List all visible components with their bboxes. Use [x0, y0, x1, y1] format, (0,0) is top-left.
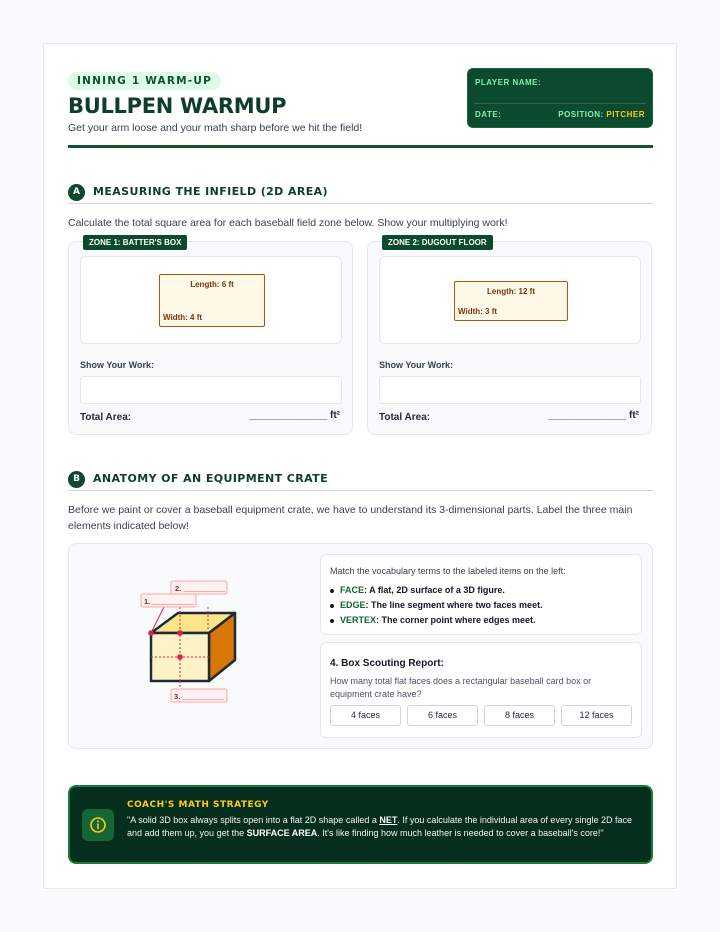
vocab-term: VERTEX [340, 615, 377, 625]
page-title: BULLPEN WARMUP [68, 94, 287, 118]
zone-1-rectangle [159, 274, 265, 327]
vocab-def: : The corner point where edges meet. [376, 615, 536, 625]
vocab-item-edge [330, 598, 543, 613]
zone-1-length: Length: 6 ft [190, 280, 234, 289]
zone-2-card [367, 238, 652, 435]
info-icon-tile [82, 809, 114, 841]
vocab-def: : A flat, 2D surface of a 3D figure. [364, 585, 505, 595]
zone-2-total-label: Total Area: [379, 412, 431, 423]
player-name-label: PLAYER NAME: [475, 78, 542, 87]
section-b-title: ANATOMY OF AN EQUIPMENT CRATE [93, 472, 328, 485]
section-b-intro: Before we paint or cover a baseball equipment crate, we have to understand its 3-dimensional parts. Label the three main elements indicated below! [68, 504, 633, 532]
question-text: How many total flat faces does a rectangular baseball card box or equipment crate have? [330, 676, 592, 699]
label-1-text: 1. __________ [144, 597, 195, 606]
vocab-hint: Match the vocabulary terms to the labeled items on the left: [330, 566, 566, 576]
zone-1-card [68, 238, 353, 435]
net-term: NET [379, 815, 398, 825]
zone-2-work-label: Show Your Work: [379, 360, 454, 370]
option-12-faces[interactable]: 12 faces [561, 705, 632, 726]
vocab-term: FACE [340, 585, 365, 595]
vocab-list [330, 583, 543, 628]
position-field [558, 110, 645, 119]
worksheet-page [43, 43, 677, 889]
vocab-def: : The line segment where two faces meet. [365, 600, 543, 610]
option-8-faces[interactable]: 8 faces [484, 705, 555, 726]
scouting-report-card [320, 642, 642, 738]
surface-area-term: SURFACE AREA [246, 828, 318, 838]
vocab-item-vertex [330, 613, 543, 628]
zone-1-diagram [80, 256, 342, 344]
zone-2-work-input[interactable] [379, 376, 641, 404]
info-divider [474, 103, 646, 104]
section-a-title: MEASURING THE INFIELD (2D AREA) [93, 185, 328, 198]
bullet-icon [330, 589, 334, 593]
inning-pill: INNING 1 WARM-UP [68, 72, 221, 90]
question-title: 4. Box Scouting Report: [330, 658, 444, 669]
crate-panel [68, 543, 653, 749]
section-a-badge: A [68, 184, 85, 201]
page-subtitle: Get your arm loose and your math sharp before we hit the field! [68, 122, 363, 134]
zone-1-total-label: Total Area: [80, 412, 132, 423]
section-b-badge: B [68, 471, 85, 488]
position-value: PITCHER [606, 110, 645, 119]
info-icon [82, 809, 114, 841]
vocab-term: EDGE [340, 600, 366, 610]
zone-2-width: Width: 3 ft [458, 307, 498, 316]
zone-1-width: Width: 4 ft [163, 313, 203, 322]
zone-1-work-input[interactable] [80, 376, 342, 404]
section-b-header [68, 471, 653, 491]
zone-1-total-blank[interactable]: ______________ ft² [249, 410, 340, 421]
zone-2-tag: ZONE 2: DUGOUT FLOOR [382, 235, 493, 250]
zone-1-work-label: Show Your Work: [80, 360, 155, 370]
label-2-text: 2. __________ [175, 584, 226, 593]
edge-marker [177, 630, 183, 636]
coach-strategy-box [68, 785, 653, 864]
vertex-marker [148, 630, 154, 636]
coach-title: COACH'S MATH STRATEGY [127, 800, 269, 810]
player-info-box [467, 68, 653, 128]
coach-text: "A solid 3D box always splits open into a flat 2D shape called a NET. If you calculate the individual area of every single 2D face and add them up, you get the SURFACE AREA. It's like finding how much leather is needed to cover a baseball's core!" [127, 815, 632, 838]
date-label: DATE: [475, 110, 502, 119]
bullet-icon [330, 604, 334, 608]
header-divider [68, 145, 653, 148]
vocab-item-face [330, 583, 543, 598]
option-6-faces[interactable]: 6 faces [407, 705, 478, 726]
section-a-header [68, 184, 653, 204]
label-3-text: 3. __________ [174, 692, 225, 701]
face-marker [177, 654, 183, 660]
zone-2-rectangle [454, 281, 568, 321]
zone-2-diagram [379, 256, 641, 344]
zone-2-length: Length: 12 ft [487, 287, 535, 296]
option-4-faces[interactable]: 4 faces [330, 705, 401, 726]
position-label: POSITION: [558, 110, 604, 119]
zone-2-total-blank[interactable]: ______________ ft² [548, 410, 639, 421]
vocab-card [320, 554, 642, 635]
bullet-icon [330, 619, 334, 623]
section-a-intro: Calculate the total square area for each baseball field zone below. Show your multiplying work! [68, 217, 508, 229]
crate-diagram [109, 580, 269, 710]
zone-1-tag: ZONE 1: BATTER'S BOX [83, 235, 187, 250]
